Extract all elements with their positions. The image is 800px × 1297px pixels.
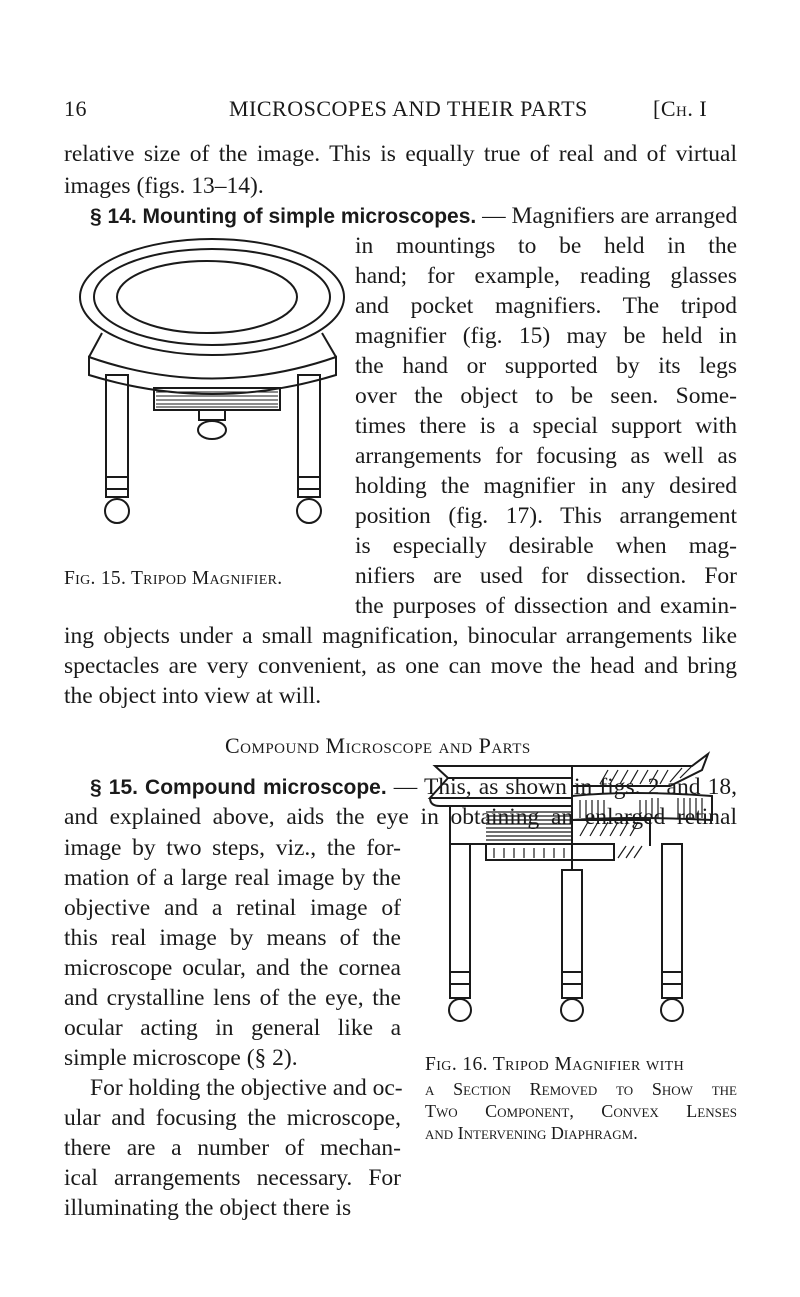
section-14-marker: § 14. Mounting of simple microscopes. <box>90 205 477 228</box>
section-15-line: and crystalline lens of the eye, the <box>64 985 401 1011</box>
paragraph-line: images (figs. 13–14). <box>64 173 264 199</box>
section-14-line: holding the magnifier in any desired <box>355 473 737 499</box>
figure-16-caption-line: Two Component, Convex Lenses <box>425 1101 737 1121</box>
page-number: 16 <box>64 96 87 121</box>
section-14-line: hand; for example, reading glasses <box>355 263 737 289</box>
section-15-line: illuminating the object there is <box>64 1195 352 1221</box>
section-15-line: For holding the objective and oc- <box>90 1075 403 1101</box>
tripod-magnifier-section-figure <box>430 760 730 1030</box>
section-14-line: ing objects under a small magnification, binocular arrangements like <box>64 623 737 649</box>
section-15-line: this real image by means of the <box>64 925 401 951</box>
section-15-marker: § 15. Compound microscope. <box>90 776 387 799</box>
section-14-line: position (fig. 17). This arrangement <box>355 503 737 529</box>
section-14-line: nifiers are used for dissection. For <box>355 563 737 589</box>
tripod-magnifier-figure <box>64 225 344 535</box>
section-15-line: ical arrangements necessary. For <box>64 1165 401 1191</box>
section-14-line: the object into view at will. <box>64 683 322 709</box>
chapter-marker <box>653 96 707 122</box>
section-14-line: and pocket magnifiers. The tripod <box>355 293 737 319</box>
section-15-line: microscope ocular, and the cornea <box>64 955 401 981</box>
paragraph-line: relative size of the image. This is equally true of real and of virtual <box>64 141 737 167</box>
section-14-line: over the object to be seen. Some- <box>355 383 737 409</box>
section-14-line: in mountings to be held in the <box>355 233 737 259</box>
chapter-label: [Ch. I <box>653 96 708 121</box>
figure-16-caption-line: a Section Removed to Show the <box>425 1079 737 1099</box>
section-15-first-line-rest: — This, as shown in figs. 2 and 18, <box>386 774 737 800</box>
figure-16-caption-line: Fig. 16. Tripod Magnifier with <box>425 1054 685 1075</box>
section-15-line: simple microscope (§ 2). <box>64 1045 298 1071</box>
figure-15-caption: Fig. 15. Tripod Magnifier. <box>64 568 283 589</box>
section-15-line: there are a number of mechan- <box>64 1135 401 1161</box>
section-14-line: the purposes of dissection and examin- <box>355 593 737 619</box>
section-15-line: mation of a large real image by the <box>64 865 401 891</box>
section-heading: Compound Microscope and Parts <box>225 733 531 758</box>
figure-16-caption-line: and Intervening Diaphragm. <box>425 1123 638 1143</box>
section-14-line: times there is a special support with <box>355 413 737 439</box>
section-14-line: is especially desirable when mag- <box>355 533 737 559</box>
section-15-line: ular and focusing the microscope, <box>64 1105 401 1131</box>
section-15-line: image by two steps, viz., the for- <box>64 835 401 861</box>
section-14-first-line-rest: — Magnifiers are arranged <box>476 203 738 229</box>
section-15-line: and explained above, aids the eye in obtaining an enlarged retinal <box>64 804 737 830</box>
section-14-line: the hand or supported by its legs <box>355 353 737 379</box>
section-14-line: spectacles are very convenient, as one can move the head and bring <box>64 653 737 679</box>
running-title: MICROSCOPES AND THEIR PARTS <box>229 96 588 121</box>
section-15-line: objective and a retinal image of <box>64 895 401 921</box>
section-14-line: arrangements for focusing as well as <box>355 443 737 469</box>
section-15-line: ocular acting in general like a <box>64 1015 401 1041</box>
section-14-line: magnifier (fig. 15) may be held in <box>355 323 737 349</box>
